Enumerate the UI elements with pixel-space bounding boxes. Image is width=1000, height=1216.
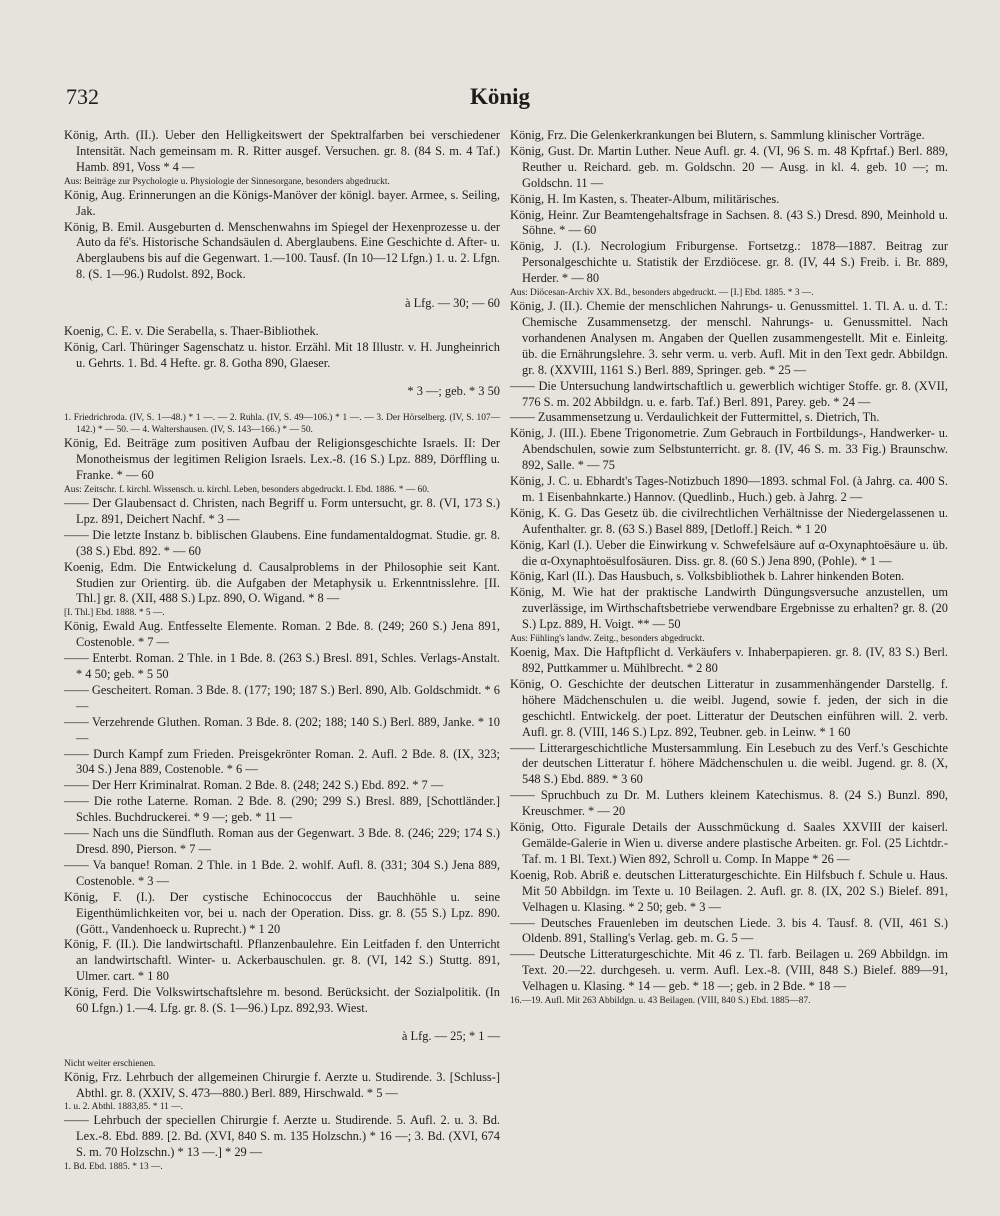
left-column	[64, 128, 500, 1173]
entry-note: [I. Thl.] Ebd. 1888. * 5 —.	[64, 608, 165, 619]
bibliography-entry: —— Gescheitert. Roman. 3 Bde. 8. (177; 190; 187 S.) Berl. 890, Alb. Goldschmidt. * 6 —	[64, 682, 500, 713]
bibliography-entry: König, Carl. Thüringer Sagenschatz u. histor. Erzähl. Mit 18 Illustr. v. H. Jungheinrich u. Gehrts. 1. Bd. 4 Hefte. gr. 8. Gotha 890, Glaeser.	[64, 339, 500, 370]
bibliography-entry: —— Nach uns die Sündfluth. Roman aus der Gegenwart. 3 Bde. 8. (246; 229; 174 S.) Dresd. 890, Pierson. * 7 —	[64, 826, 500, 856]
bibliography-entry: —— Durch Kampf zum Frieden. Preisgekrönter Roman. 2. Aufl. 2 Bde. 8. (IX, 323; 304 S.) Jena 889, Costenoble. * 6 —	[64, 746, 500, 777]
bibliography-entry: —— Verzehrende Gluthen. Roman. 3 Bde. 8. (202; 188; 140 S.) Berl. 889, Janke. * 10 —	[64, 714, 500, 745]
bibliography-entry: —— Deutsches Frauenleben im deutschen Liede. 3. bis 4. Tausf. 8. (VII, 461 S.) Oldenb. 891, Stalling's Verlag. geb. m. G. 5 —	[510, 915, 948, 946]
entry-note: 16.—19. Aufl. Mit 263 Abbildgn. u. 43 Beilagen. (VIII, 840 S.) Ebd. 1885—87.	[510, 996, 811, 1007]
bibliography-entry: König, J. C. u. Ebhardt's Tages-Notizbuch 1890—1893. schmal Fol. (à Jahrg. ca. 400 S. m. 1 Eisenbahnkarte.) Hannov. (Quedlinb., Huch.) geb. à Jahrg. 2 —	[510, 474, 948, 504]
right-column	[510, 128, 948, 1007]
bibliography-entry: —— Enterbt. Roman. 2 Thle. in 1 Bde. 8. (263 S.) Bresl. 891, Schles. Verlags-Anstalt. * 4 50; geb. * 5 50	[64, 651, 500, 682]
running-title: König	[469, 84, 531, 109]
bibliography-entry: —— Der Herr Kriminalrat. Roman. 2 Bde. 8. (248; 242 S.) Ebd. 892. * 7 —	[64, 778, 444, 793]
bibliography-entry: König, J. (II.). Chemie der menschlichen Nahrungs- u. Genussmittel. 1. Tl. A. u. d. T.: Chemische Zusammensetzg. der menschl. Nahrungs- u. Genussmittel. Nach vorhandenen Analysen m. Angaben der Quellen zusammengestellt. Mit e. Einleitg. üb. die Ernährungslehre. 3. sehr verm. u. verb. Aufl. Mit in den Text gedr. Abbildgn. gr. 8. (XXVIII, 1161 S.) Berl. 889, Springer. geb. * 25 —	[510, 299, 948, 377]
entry-note: Aus: Zeitschr. f. kirchl. Wissensch. u. kirchl. Leben, besonders abgedruckt. I. Ebd. 1886. * — 60.	[64, 484, 430, 495]
bibliography-entry: Koenig, Rob. Abriß e. deutschen Litteraturgeschichte. Ein Hilfsbuch f. Schule u. Haus. Mit 50 Abbildgn. im Texte u. 10 Beilagen. 2. Aufl. gr. 8. (IX, 202 S.) Bielef. 891, Velhagen u. Klasing. * 2 50; geb. * 3 —	[510, 867, 948, 914]
bibliography-entry: König, J. (III.). Ebene Trigonometrie. Zum Gebrauch in Fortbildungs-, Handwerker- u. Abendschulen, sowie zum Selbstunterricht. gr. 8. (IV, 46 S. m. 33 Fig.) Braunschw. 892, Salle. * — 75	[510, 426, 948, 473]
bibliography-entry: —— Deutsche Litteraturgeschichte. Mit 46 z. Tl. farb. Beilagen u. 269 Abbildgn. im Text. 20.—22. durchgeseh. u. verm. Aufl. Lex.-8. (VIII, 848 S.) Bielef. 889—91, Velhagen u. Klasing. * 14 — geb. * 18 —; geb. in 2 Bde. * 18 —	[510, 947, 948, 994]
bibliography-entry: König, Ed. Beiträge zum positiven Aufbau der Religionsgeschichte Israels. II: Der Monotheismus der legitimen Religion Israels. Lex.-8. (16 S.) Lpz. 889, Dörffling u. Franke. * — 60	[64, 436, 500, 483]
bibliography-entry: —— Litterargeschichtliche Mustersammlung. Ein Lesebuch zu des Verf.'s Geschichte der deutschen Litteratur f. höhere Mädchenschulen u. die weibl. Jugend. gr. 8. (X, 548 S.) Ebd. 889. * 3 60	[510, 740, 948, 787]
bibliography-entry: —— Va banque! Roman. 2 Thle. in 1 Bde. 2. wohlf. Aufl. 8. (331; 304 S.) Jena 889, Costenoble. * 3 —	[64, 857, 500, 888]
bibliography-entry: König, Aug. Erinnerungen an die Königs-Manöver der königl. bayer. Armee, s. Seiling, Jak.	[64, 187, 500, 218]
bibliography-entry: König, F. (II.). Die landwirtschaftl. Pflanzenbaulehre. Ein Leitfaden f. den Unterricht an landwirtschaftl. Winter- u. Ackerbauschulen. gr. 8. (VI, 142 S.) Stuttg. 891, Ulmer. cart. * 1 80	[64, 937, 500, 984]
entry-note: Aus: Fühling's landw. Zeitg., besonders abgedruckt.	[510, 634, 705, 645]
bibliography-entry: Koenig, C. E. v. Die Serabella, s. Thaer-Bibliothek.	[64, 323, 319, 338]
entry-price-line: * 3 —; geb. * 3 50	[407, 383, 500, 398]
entry-note: 1. Friedrichroda. (IV, S. 1—48.) * 1 —. — 2. Ruhla. (IV, S. 49—106.) * 1 —. — 3. Der Hörselberg. (IV, S. 107—142.) * — 50. — 4. Waltershausen. (IV, S. 143—166.) * — 50.	[64, 413, 500, 436]
bibliography-entry: König, O. Geschichte der deutschen Litteratur in zusammenhängender Darstellg. f. höhere Mädchenschulen u. die weibl. Jugend, sowie f. jeden, der sich in die geschichtl. Entwickelg. der poet. Litteratur der Deutschen einführen will. 2. verb. Aufl. gr. 8. (VIII, 146 S.) Lpz. 892, Teubner. geb. in Leinw. * 1 60	[510, 676, 948, 739]
bibliography-entry: König, H. Im Kasten, s. Theater-Album, militärisches.	[510, 191, 780, 206]
bibliography-entry: König, Frz. Lehrbuch der allgemeinen Chirurgie f. Aerzte u. Studirende. 3. [Schluss-] Abthl. gr. 8. (XXIV, S. 473—880.) Berl. 889, Hirschwald. * 5 —	[64, 1069, 500, 1100]
bibliography-entry: König, Arth. (II.). Ueber den Helligkeitswert der Spektralfarben bei verschiedener Intensität. Nach gemeinsam m. R. Ritter ausgef. Versuchen. gr. 8. (84 S. m. 4 Taf.) Hamb. 891, Voss * 4 —	[64, 128, 500, 174]
bibliography-entry: König, Gust. Dr. Martin Luther. Neue Aufl. gr. 4. (VI, 96 S. m. 48 Kpfrtaf.) Berl. 889, Reuther u. Reichard. geb. m. Goldschn. 20 — Ausg. in kl. 4. geb. 10 —; m. Goldschn. 11 —	[510, 143, 948, 190]
bibliography-entry: König, Otto. Figurale Details der Ausschmückung d. Saales XXVIII der kaiserl. Gemälde-Galerie in Wien u. diverse andere plastische Arbeiten. gr. Fol. (25 Lichtdr.-Taf. m. 1 Bl. Text.) Wien 892, Schroll u. Comp. In Mappe * 26 —	[510, 820, 948, 866]
entry-note: Aus: Beiträge zur Psychologie u. Physiologie der Sinnesorgane, besonders abgedruckt.	[64, 176, 390, 187]
bibliography-entry: König, Ewald Aug. Entfesselte Elemente. Roman. 2 Bde. 8. (249; 260 S.) Jena 891, Costenoble. * 7 —	[64, 619, 500, 650]
bibliography-entry: —— Der Glaubensact d. Christen, nach Begriff u. Form untersucht, gr. 8. (VI, 173 S.) Lpz. 891, Deichert Nachf. * 3 —	[64, 495, 500, 526]
bibliography-entry: Koenig, Edm. Die Entwickelung d. Causalproblems in der Philosophie seit Kant. Studien zur Orientirg. üb. die Aufgaben der Metaphysik u. Erkenntnisslehre. [II. Thl.] gr. 8. (XII, 488 S.) Lpz. 890, O. Wigand. * 8 —	[64, 559, 500, 606]
bibliography-entry: König, Heinr. Zur Beamtengehaltsfrage in Sachsen. 8. (43 S.) Dresd. 890, Meinhold u. Söhne. * — 60	[510, 207, 948, 238]
bibliography-entry: König, J. (I.). Necrologium Friburgense. Fortsetzg.: 1878—1887. Beitrag zur Personalgeschichte u. Statistik der Erzdiöcese. gr. 8. (IV, 44 S.) Freib. i. Br. 889, Herder. * — 80	[510, 239, 948, 286]
bibliography-entry: —— Spruchbuch zu Dr. M. Luthers kleinem Katechismus. 8. (24 S.) Bunzl. 890, Kreuschmer. * — 20	[510, 788, 948, 819]
bibliography-entry: Koenig, Max. Die Haftpflicht d. Verkäufers v. Inhaberpapieren. gr. 8. (IV, 83 S.) Berl. 892, Puttkammer u. Mühlbrecht. * 2 80	[510, 645, 948, 675]
entry-note: Aus: Diöcesan-Archiv XX. Bd., besonders abgedruckt. — [I.] Ebd. 1885. * 3 —.	[510, 288, 814, 299]
entry-note: Nicht weiter erschienen.	[64, 1058, 156, 1069]
bibliography-entry: König, B. Emil. Ausgeburten d. Menschenwahns im Spiegel der Hexenprozesse u. der Auto da fé's. Historische Schandsäulen d. Aberglaubens. Eine Geschichte d. After- u. Aberglaubens bis auf die Gegenwart. 1.—100. Tausf. (In 10—12 Lfgn.) 1. u. 2. Lfgn. 8. (S. 1—96.) Rudolst. 892, Bock.	[64, 219, 500, 282]
page-number: 732	[66, 84, 99, 109]
bibliography-entry: —— Die Untersuchung landwirtschaftlich u. gewerblich wichtiger Stoffe. gr. 8. (XVII, 776 S. m. 202 Abbildgn. u. e. farb. Taf.) Berl. 891, Parey. geb. * 24 —	[510, 378, 948, 409]
entry-price-line: à Lfg. — 30; — 60	[405, 295, 500, 310]
bibliography-entry: König, K. G. Das Gesetz üb. die civilrechtlichen Verhältnisse der Niedergelassenen u. Aufenthalter. gr. 8. (63 S.) Basel 889, [Detloff.] Reich. * 1 20	[510, 505, 948, 536]
bibliography-entry: König, F. (I.). Der cystische Echinococcus der Bauchhöhle u. seine Eigenthümlichkeiten vor, bei u. nach der Operation. Diss. gr. 8. (55 S.) Lpz. 890. (Gött., Vandenhoeck u. Ruprecht.) * 1 20	[64, 889, 500, 936]
bibliography-entry: —— Die letzte Instanz b. biblischen Glaubens. Eine fundamentaldogmat. Studie. gr. 8. (38 S.) Ebd. 892. * — 60	[64, 527, 500, 558]
entry-note: 1. u. 2. Abthl. 1883,85. * 11 —.	[64, 1102, 183, 1113]
bibliography-entry: König, Ferd. Die Volkswirtschaftslehre m. besond. Berücksicht. der Sozialpolitik. (In 60 Lfgn.) 1.—4. Lfg. gr. 8. (S. 1—96.) Lpz. 892,93. Wiest.	[64, 985, 500, 1016]
bibliography-entry: König, M. Wie hat der praktische Landwirth Düngungsversuche anzustellen, um zuverlässige, im Wirthschaftsbetriebe verwendbare Ergebnisse zu erhalten? gr. 8. (20 S.) Lpz. 889, H. Voigt. ** — 50	[510, 585, 948, 632]
bibliography-entry: —— Die rothe Laterne. Roman. 2 Bde. 8. (290; 299 S.) Bresl. 889, [Schottländer.] Schles. Buchdruckerei. * 9 —; geb. * 11 —	[64, 794, 500, 825]
bibliography-entry: —— Zusammensetzung u. Verdaulichkeit der Futtermittel, s. Dietrich, Th.	[510, 410, 880, 425]
entry-note: 1. Bd. Ebd. 1885. * 13 —.	[64, 1162, 163, 1173]
bibliography-entry: König, Karl (I.). Ueber die Einwirkung v. Schwefelsäure auf α-Oxynaphtoësäure u. üb. die α-Oxynaphtoësulfosäuren. Diss. gr. 8. (60 S.) Jena 890, (Pohle). * 1 —	[510, 537, 948, 568]
bibliography-entry: König, Frz. Die Gelenkerkrankungen bei Blutern, s. Sammlung klinischer Vorträge.	[510, 128, 925, 142]
bibliography-entry: —— Lehrbuch der speciellen Chirurgie f. Aerzte u. Studirende. 5. Aufl. 2. u. 3. Bd. Lex.-8. Ebd. 889. [2. Bd. (XVI, 840 S. m. 135 Holzschn.) * 16 —; 3. Bd. (XVI, 674 S. m. 70 Holzschn.) * 13 —.] * 29 —	[64, 1113, 500, 1160]
bibliography-entry: König, Karl (II.). Das Hausbuch, s. Volksbibliothek b. Lahrer hinkenden Boten.	[510, 569, 905, 584]
entry-price-line: à Lfg. — 25; * 1 —	[401, 1029, 500, 1044]
